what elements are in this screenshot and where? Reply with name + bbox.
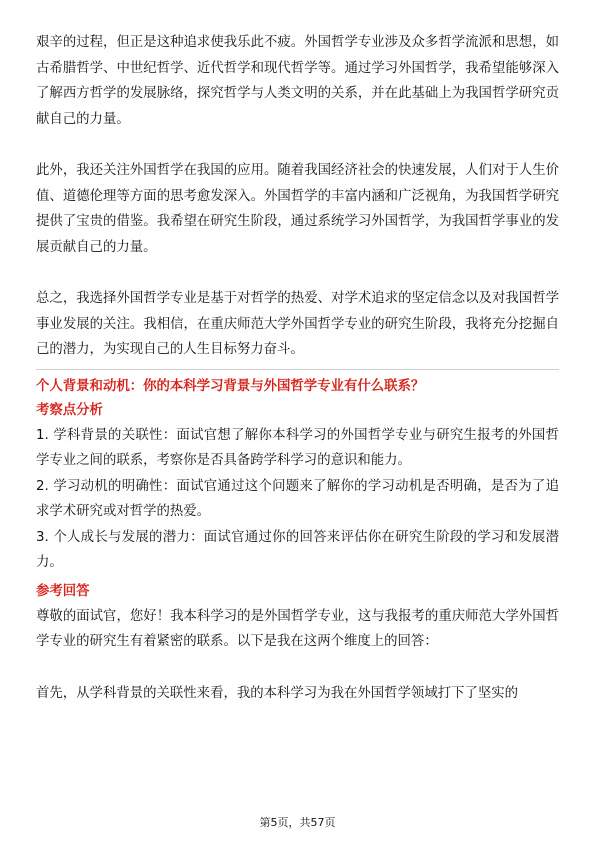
analysis-item-3: 3. 个人成长与发展的潜力：面试官通过你的回答来评估你在研究生阶段的学习和发展潜力。 bbox=[36, 529, 559, 570]
answer-paragraph-1: 尊敬的面试官，您好！我本科学习的是外国哲学专业，这与我报考的重庆师范大学外国哲学专业的研究生有着紧密的联系。以下是我在这两个维度上的回答： bbox=[36, 608, 559, 649]
body-paragraph-1: 艰辛的过程，但正是这种追求使我乐此不疲。外国哲学专业涉及众多哲学流派和思想，如古希腊哲学、中世纪哲学、近代哲学和现代哲学等。通过学习外国哲学，我希望能够深入了解西方哲学的发展脉络，探究哲学与人类文明的关系，并在此基础上为我国哲学研究贡献自己的力量。 bbox=[36, 35, 559, 127]
analysis-item-2: 2. 学习动机的明确性：面试官通过这个问题来了解你的学习动机是否明确，是否为了追求学术研究或对哲学的热爱。 bbox=[36, 478, 559, 519]
body-paragraph-3: 总之，我选择外国哲学专业是基于对哲学的热爱、对学术追求的坚定信念以及对我国哲学事业发展的关注。我相信，在重庆师范大学外国哲学专业的研究生阶段，我将充分挖掘自己的潜力，为实现自己的人生目标努力奋斗。 bbox=[36, 291, 559, 357]
interview-question: 个人背景和动机：你的本科学习背景与外国哲学专业有什么联系？ bbox=[36, 378, 425, 394]
answer-paragraph-2: 首先，从学科背景的关联性来看，我的本科学习为我在外国哲学领域打下了坚实的 bbox=[36, 685, 519, 701]
analysis-title: 考察点分析 bbox=[36, 402, 103, 418]
section-divider bbox=[36, 369, 559, 370]
document-page bbox=[36, 30, 559, 706]
answer-title: 参考回答 bbox=[36, 583, 90, 599]
page-number: 第5页，共57页 bbox=[259, 816, 336, 829]
analysis-item-1: 1. 学科背景的关联性：面试官想了解你本科学习的外国哲学专业与研究生报考的外国哲学专业之间的联系，考察你是否具备跨学科学习的意识和能力。 bbox=[36, 427, 559, 468]
body-paragraph-2: 此外，我还关注外国哲学在我国的应用。随着我国经济社会的快速发展，人们对于人生价值、道德伦理等方面的思考愈发深入。外国哲学的丰富内涵和广泛视角，为我国哲学研究提供了宝贵的借鉴。我希望在研究生阶段，通过系统学习外国哲学，为我国哲学事业的发展贡献自己的力量。 bbox=[36, 163, 559, 255]
